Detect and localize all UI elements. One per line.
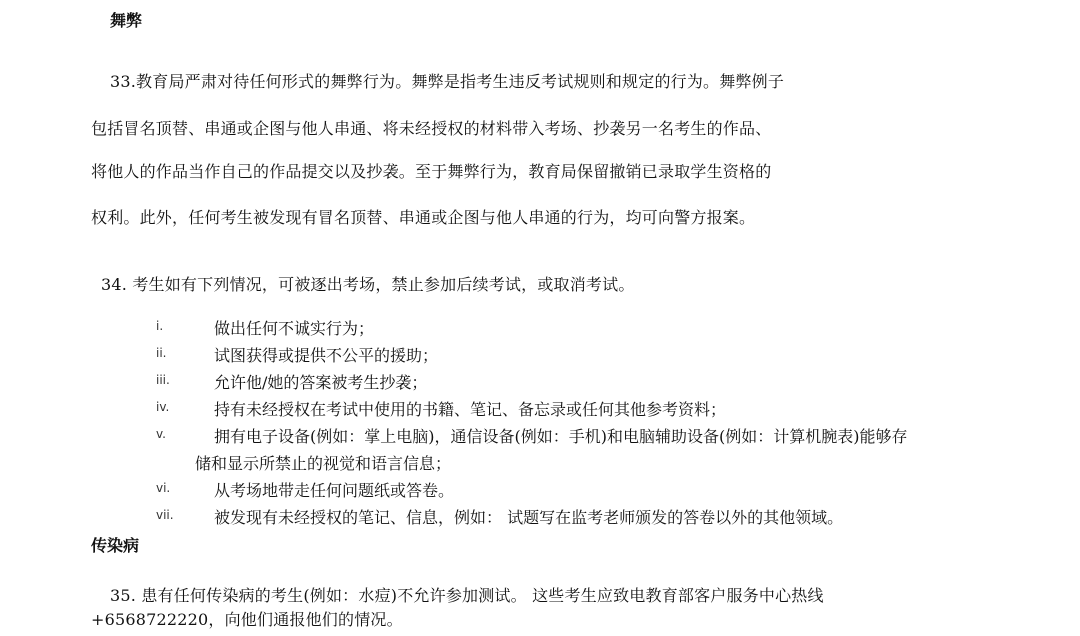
para-35-line-2: +6568722220，向他们通报他们的情况。 (91, 610, 403, 629)
list-item-number: vi. (156, 481, 171, 495)
list-item-text: 拥有电子设备(例如：掌上电脑)，通信设备(例如：手机)和电脑辅助设备(例如：计算机腕表)能够存 (214, 427, 908, 446)
para-33-line-1: 33.教育局严肃对待任何形式的舞弊行为。舞弊是指考生违反考试规则和规定的行为。舞弊例子 (110, 72, 785, 91)
para-34: 34. 考生如有下列情况，可被逐出考场，禁止参加后续考试，或取消考试。 (101, 275, 635, 294)
para-33-line-3: 将他人的作品当作自己的作品提交以及抄袭。至于舞弊行为，教育局保留撤销已录取学生资格的 (91, 162, 772, 181)
list-item-text: 持有未经授权在考试中使用的书籍、笔记、备忘录或任何其他参考资料； (214, 400, 727, 419)
list-item-text: 允许他/她的答案被考生抄袭； (214, 373, 428, 392)
section-heading-disease: 传染病 (91, 536, 140, 555)
list-item-text: 从考场地带走任何问题纸或答卷。 (214, 481, 455, 500)
list-item-text: 试图获得或提供不公平的援助； (214, 346, 439, 365)
section-heading-cheating: 舞弊 (110, 11, 143, 30)
list-item-number: v. (156, 427, 166, 441)
para-35-line-1: 35. 患有任何传染病的考生(例如：水痘)不允许参加测试。 这些考生应致电教育部客户服务中心热线 (110, 586, 824, 605)
list-item-number: iii. (156, 373, 170, 387)
list-item-text: 做出任何不诚实行为； (214, 319, 375, 338)
list-item-number: i. (156, 319, 164, 333)
list-item-text: 被发现有未经授权的笔记、信息，例如： 试题写在监考老师颁发的答卷以外的其他领域。 (214, 508, 844, 527)
list-item-number: ii. (156, 346, 167, 360)
list-item-number: vii. (156, 508, 174, 522)
para-33-line-4: 权利。此外，任何考生被发现有冒名顶替、串通或企图与他人串通的行为，均可向警方报案。 (91, 208, 756, 227)
list-item-number: iv. (156, 400, 170, 414)
list-item-text-continued: 储和显示所禁止的视觉和语言信息； (195, 454, 452, 473)
para-33-line-2: 包括冒名顶替、串通或企图与他人串通、将未经授权的材料带入考场、抄袭另一名考生的作品、 (91, 119, 772, 138)
